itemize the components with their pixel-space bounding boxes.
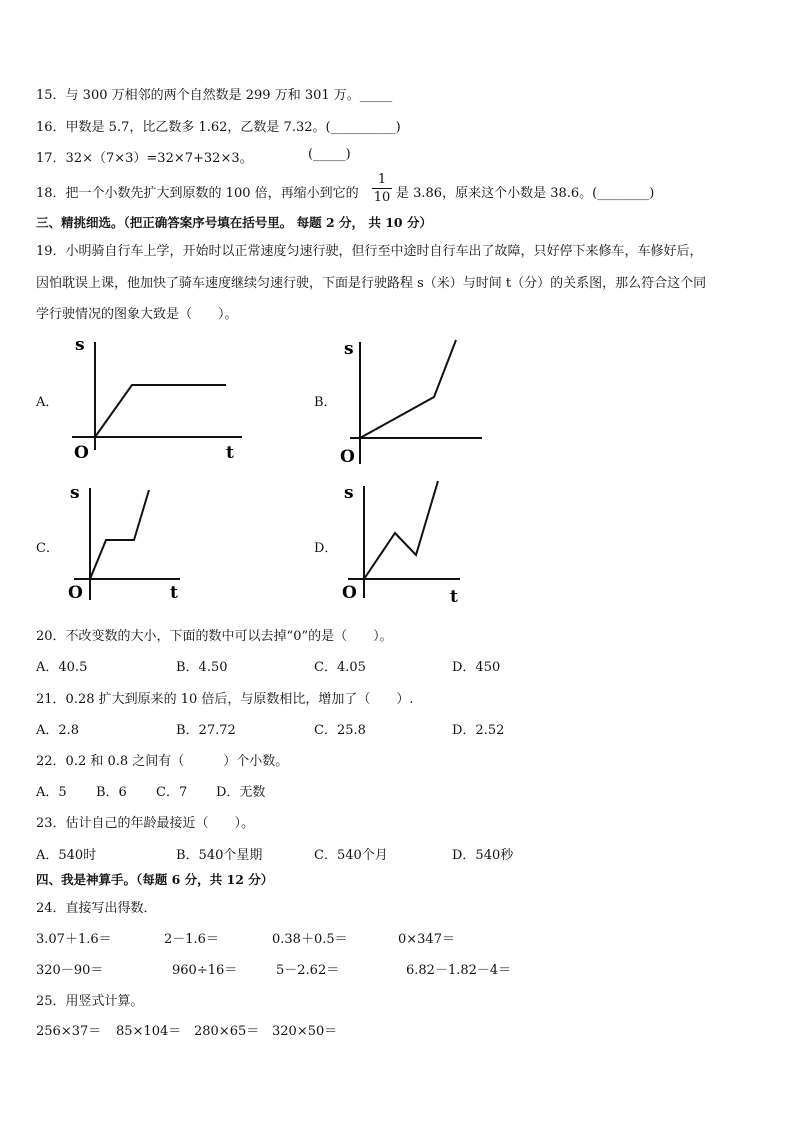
q22-option-d: D．无数 [216,785,266,800]
graph-a-option-label: A． [36,395,59,410]
q24-item-5: 320－90＝ [36,963,104,978]
question-20: 20．不改变数的大小，下面的数中可以去掉“0”的是（ ）。 [36,629,393,644]
q24-item-1: 3.07＋1.6＝ [36,932,112,947]
graph-c-s-label: s [70,483,80,503]
graph-c-origin-label: O [68,583,83,603]
graph-d-option-label: D． [314,541,338,556]
q23-option-c: C．540个月 [314,848,388,863]
question-19-line-2: 因怕耽误上课，他加快了骑车速度继续匀速行驶，下面是行驶路程 s（米）与时间 t（分）的关系图，那么符合这个同 [36,276,707,291]
graph-d [336,478,466,606]
q23-option-d: D．540秒 [452,848,514,863]
q24-item-4: 0×347＝ [398,932,455,947]
q20-option-a: A．40.5 [36,660,88,675]
q24-item-2: 2－1.6＝ [164,932,219,947]
fraction-denominator: 10 [373,190,391,205]
question-18: 18．把一个小数先扩大到原数的 100 倍，再缩小到它的 [36,186,359,201]
q24-item-6: 960÷16＝ [172,963,238,978]
section-3-heading: 三、精挑细选。（把正确答案序号填在括号里。 每题 2 分， 共 10 分） [36,215,432,230]
q20-option-c: C．4.05 [314,660,366,675]
q21-option-c: C．25.8 [314,723,366,738]
graph-d-origin-label: O [342,583,357,603]
q22-option-a: A．5 [36,785,67,800]
graph-c-option-label: C． [36,541,59,556]
q23-option-a: A．540时 [36,848,97,863]
q22-option-c: C．7 [156,785,188,800]
graph-b-option-label: B． [314,395,337,410]
q21-option-a: A．2.8 [36,723,80,738]
question-16: 16．甲数是 5.7，比乙数多 1.62，乙数是 7.32。(__________) [36,120,401,135]
q23-option-b: B．540个星期 [176,848,263,863]
graph-d-s-label: s [344,483,354,503]
question-15: 15．与 300 万相邻的两个自然数是 299 万和 301 万。_____ [36,88,393,103]
question-17: 17．32×（7×3）=32×7+32×3。 [36,151,253,166]
q21-option-d: D．2.52 [452,723,505,738]
question-17-blank: (_____) [308,147,351,162]
graph-d-t-label: t [450,587,458,606]
graph-c [62,480,192,605]
q24-item-8: 6.82－1.82－4＝ [406,963,512,978]
question-23: 23．估计自己的年龄最接近（ ）。 [36,816,255,831]
q20-option-b: B．4.50 [176,660,228,675]
q24-item-7: 5－2.62＝ [276,963,340,978]
graph-a-t-label: t [226,443,234,463]
q21-option-b: B．27.72 [176,723,236,738]
q25-item-4: 320×50＝ [272,1024,338,1039]
q20-option-d: D．450 [452,660,501,675]
question-24: 24．直接写出得数． [36,901,157,916]
graph-b-s-label: s [344,339,354,359]
graph-a-s-label: s [75,335,85,355]
question-22: 22．0.2 和 0.8 之间有（ ）个小数。 [36,754,289,769]
graph-a [60,330,250,465]
q22-option-b: B．6 [96,785,127,800]
q25-item-3: 280×65＝ [194,1024,260,1039]
question-19-line-1: 19．小明骑自行车上学，开始时以正常速度匀速行驶，但行至中途时自行车出了故障，只好停下来修车，车修好后， [36,244,703,259]
q24-item-3: 0.38＋0.5＝ [272,932,348,947]
question-18-tail: 是 3.86，原来这个小数是 38.6。(________) [396,186,655,201]
fraction-numerator: 1 [377,172,387,187]
question-19-line-3: 学行驶情况的图象大致是（ ）。 [36,307,238,322]
graph-a-origin-label: O [74,443,89,463]
graph-b [330,330,490,468]
graph-c-t-label: t [170,583,178,603]
section-4-heading: 四、我是神算手。（每题 6 分，共 12 分） [36,872,274,887]
graph-b-origin-label: O [340,447,355,467]
q25-item-2: 85×104＝ [116,1024,182,1039]
fraction-one-tenth [372,172,392,205]
q25-item-1: 256×37＝ [36,1024,102,1039]
question-25: 25．用竖式计算。 [36,994,144,1009]
question-21: 21．0.28 扩大到原来的 10 倍后，与原数相比，增加了（ ）. [36,692,414,707]
